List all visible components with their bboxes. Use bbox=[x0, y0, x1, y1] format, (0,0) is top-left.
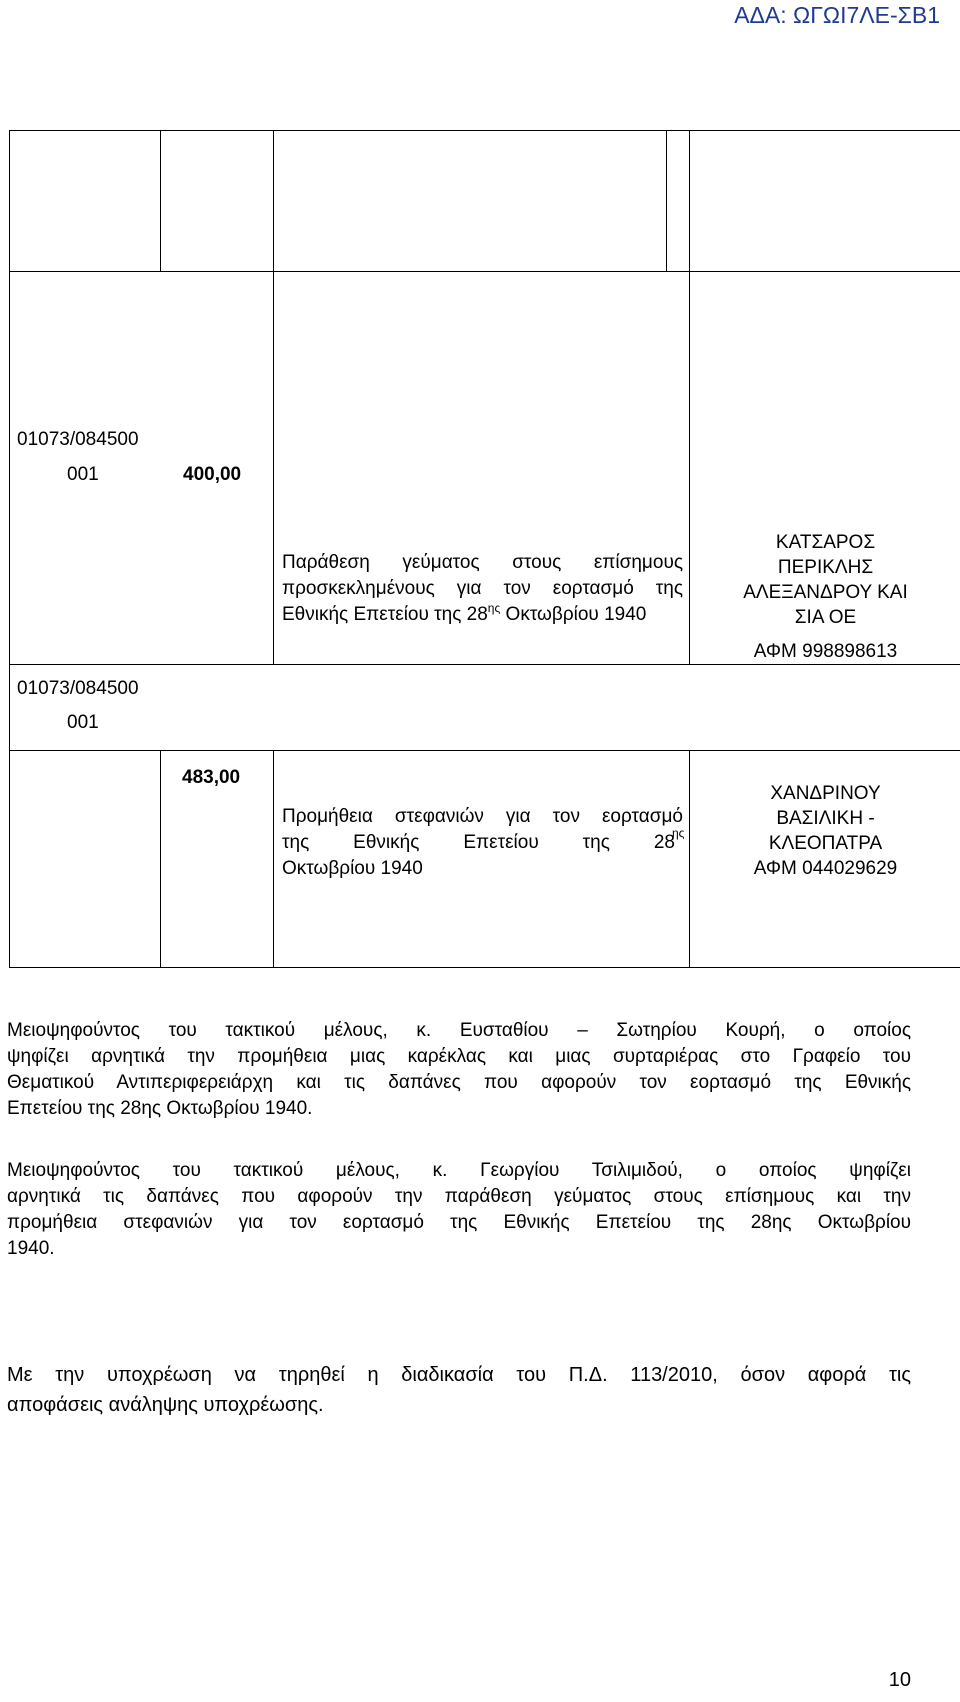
table-row bbox=[10, 131, 960, 272]
paragraph-minority-2 bbox=[7, 1158, 911, 1262]
paragraph-line: Μειοψηφούντος του τακτικού μέλους, κ. Γεωργίου Τσιλιμιδού, ο οποίος ψηφίζει bbox=[7, 1160, 911, 1181]
description-line: προσκεκλημένους για τον εορτασμό της bbox=[282, 578, 683, 599]
row2-description-cell bbox=[274, 751, 690, 968]
description-sup: ης bbox=[672, 826, 685, 840]
paragraph-line: ψηφίζει αρνητικά την προμήθεια μιας καρέκλας και μιας συρταριέρας στο Γραφείο του bbox=[7, 1046, 911, 1067]
amount: 400,00 bbox=[183, 464, 242, 485]
row1-vendor-cell bbox=[690, 272, 960, 665]
budget-table bbox=[9, 130, 960, 968]
row2-code-cell bbox=[10, 665, 960, 751]
vendor-afm: ΑΦΜ 044029629 bbox=[753, 858, 898, 879]
paragraph-line: αρνητικά τις δαπάνες που αφορούν την παράθεση γεύματος στους επίσημους και την bbox=[7, 1186, 911, 1207]
description-line: Προμήθεια στεφανιών για τον εορτασμό bbox=[282, 806, 683, 827]
budget-sub: 001 bbox=[67, 464, 99, 485]
paragraph-line: αποφάσεις ανάληψης υποχρέωσης. bbox=[7, 1394, 324, 1416]
paragraph-line: προμήθεια στεφανιών για τον εορτασμό της Εθνικής Επετείου της 28ης Οκτωβρίου bbox=[7, 1212, 911, 1233]
budget-sub: 001 bbox=[67, 712, 99, 733]
vendor-line: ΑΛΕΞΑΝΔΡΟΥ ΚΑΙ bbox=[743, 582, 908, 603]
description-line: Παράθεση γεύματος στους επίσημους bbox=[282, 552, 683, 573]
description-line: Εθνικής Επετείου της $28^{\eta\varsigma}$ Οκτωβρίου 1940 bbox=[282, 601, 647, 625]
paragraph-line: Μειοψηφούντος του τακτικού μέλους, κ. Ευσταθίου – Σωτηρίου Κουρή, ο οποίος bbox=[7, 1020, 911, 1041]
row2-amount-cell bbox=[161, 751, 274, 968]
paragraph-minority-1 bbox=[7, 1018, 911, 1122]
budget-code: 01073/084500 bbox=[17, 678, 139, 699]
ada-code: ΑΔΑ: ΩΓΩΙ7ΛΕ-ΣΒ1 bbox=[734, 2, 940, 28]
row1-description-cell bbox=[274, 272, 690, 665]
table-row bbox=[10, 272, 960, 665]
vendor-line: ΠΕΡΙΚΛΗΣ bbox=[777, 557, 874, 578]
vendor-afm: ΑΦΜ 998898613 bbox=[753, 641, 898, 662]
paragraph-line: Με την υποχρέωση να τηρηθεί η διαδικασία του Π.Δ. 113/2010, όσον αφορά τις bbox=[7, 1364, 911, 1386]
description-line: της Εθνικής Επετείου της 28 bbox=[282, 832, 675, 853]
description-line: Οκτωβρίου 1940 bbox=[282, 858, 423, 879]
budget-code: 01073/084500 bbox=[17, 429, 139, 450]
page-number: 10 bbox=[888, 1669, 911, 1691]
table-row bbox=[10, 751, 960, 968]
vendor-line: ΚΑΤΣΑΡΟΣ bbox=[775, 532, 876, 553]
vendor-line: ΚΛΕΟΠΑΤΡΑ bbox=[768, 833, 883, 854]
paragraph-line: Επετείου της 28ης Οκτωβρίου 1940. bbox=[7, 1098, 313, 1119]
paragraph-line: 1940. bbox=[7, 1238, 55, 1259]
paragraph-line: Θεματικού Αντιπεριφερειάρχη και τις δαπάνες που αφορούν τον εορτασμό της Εθνικής bbox=[7, 1072, 911, 1093]
row2-vendor-cell bbox=[690, 751, 960, 968]
vendor-line: ΣΙΑ ΟΕ bbox=[794, 607, 857, 628]
amount: 483,00 bbox=[182, 767, 241, 788]
vendor-line: ΒΑΣΙΛΙΚΗ - bbox=[776, 808, 875, 829]
table-row bbox=[10, 665, 960, 751]
vendor-line: ΧΑΝΔΡΙΝΟΥ bbox=[770, 783, 881, 804]
paragraph-obligation bbox=[7, 1360, 911, 1420]
row1-code-amount-cell bbox=[10, 272, 274, 665]
